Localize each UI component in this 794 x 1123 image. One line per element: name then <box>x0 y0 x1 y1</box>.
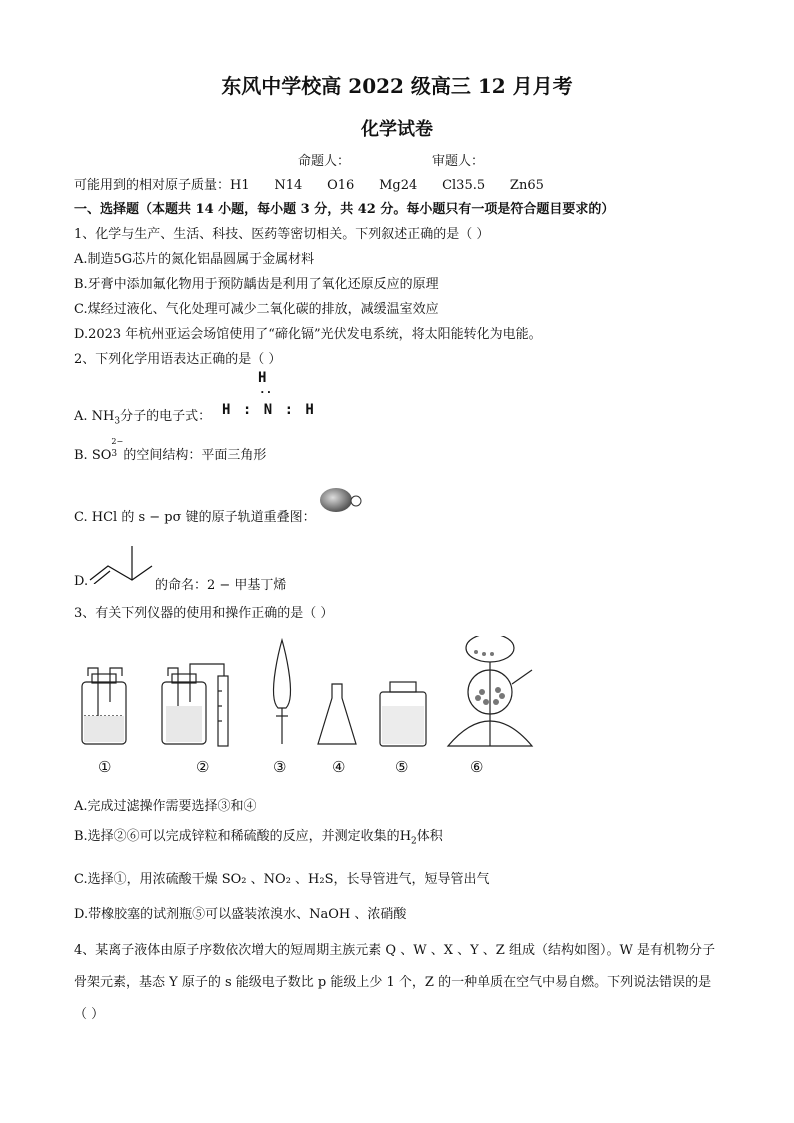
gas-washing-bottle-icon <box>82 668 126 744</box>
exam-subject: 化学试卷 <box>361 119 433 140</box>
apparatus-label-4: ④ <box>332 758 346 776</box>
q3-option-a: A.完成过滤操作需要选择③和④ <box>74 799 257 814</box>
q3-b-h: H <box>399 829 412 844</box>
q1-option-c: C.煤经过液化、气化处理可减少二氧化碳的排放，减缓温室效应 <box>74 302 439 317</box>
author-label: 命题人： <box>298 154 351 169</box>
q2-b-sub: 3 <box>111 449 118 459</box>
q3-stem: 3、有关下列仪器的使用和操作正确的是（ ） <box>74 606 334 621</box>
apparatus-label-3: ③ <box>273 758 287 776</box>
gas-bottle-with-burette-icon <box>162 664 228 746</box>
q3-b-suffix: 体积 <box>416 829 443 844</box>
q2-d-suffix: 的命名：2 − 甲基丁烯 <box>155 578 287 593</box>
separatory-funnel-icon <box>274 640 291 744</box>
q3-b-prefix: B.选择②⑥可以完成锌粒和稀硫酸的反应，并测定收集的 <box>74 829 400 844</box>
q2-b-suffix: 的空间结构：平面三角形 <box>123 448 267 463</box>
q3-option-c: C.选择①，用浓硫酸干燥 SO₂ 、NO₂ 、H₂S，长导管进气，短导管出气 <box>74 872 490 887</box>
reagent-bottle-icon <box>380 682 426 746</box>
q2-option-a <box>74 405 211 427</box>
kipp-apparatus-icon <box>448 636 532 746</box>
q2-stem: 2、下列化学用语表达正确的是（ ） <box>74 352 282 367</box>
apparatus-label-1: ① <box>98 758 112 776</box>
q1-option-a: A.制造5G芯片的氮化铝晶圆属于金属材料 <box>74 252 315 267</box>
q3-option-d: D.带橡胶塞的试剂瓶⑤可以盛装浓溴水、NaOH 、浓硝酸 <box>74 907 407 922</box>
q2-d-prefix: D. <box>74 574 89 589</box>
apparatus-label-6: ⑥ <box>470 758 484 776</box>
reviewer-label: 审题人： <box>432 154 485 169</box>
q2-a-suffix: 分子的电子式： <box>120 409 212 424</box>
exam-title: 东风中学校高 2022 级高三 12 月月考 <box>221 74 573 98</box>
q2-a-sub: 3 <box>114 416 121 427</box>
apparatus-label-5: ⑤ <box>395 758 409 776</box>
orbital-overlap-icon <box>318 486 366 516</box>
q2-a-prefix: A. NH <box>74 409 115 424</box>
skeletal-formula-icon <box>88 540 158 584</box>
q3-b-sub: 2 <box>411 836 417 847</box>
q2-b-prefix: B. SO <box>74 448 112 463</box>
q2-b-sup: 2− <box>111 437 124 446</box>
q2-option-c: C. HCl 的 s − pσ 键的原子轨道重叠图： <box>74 510 316 525</box>
q1-stem: 1、化学与生产、生活、科技、医药等密切相关。下列叙述正确的是（ ） <box>74 227 490 242</box>
nh3-top-h: H <box>258 370 267 386</box>
section-heading: 一、选择题（本题共 14 小题，每小题 3 分，共 42 分。每小题只有一项是符合题目要求的） <box>74 202 615 217</box>
q1-option-d: D.2023 年杭州亚运会场馆使用了“碲化镉”光伏发电系统，将太阳能转化为电能。 <box>74 327 542 342</box>
conical-flask-icon <box>318 684 356 744</box>
q2-option-d <box>74 574 88 589</box>
q4-stem: 4、某离子液体由原子序数依次增大的短周期主族元素 Q 、W 、X 、Y 、Z 组成（结构如图）。W 是有机物分子骨架元素，基态 Y 原子的 s 能级电子数比 p 能级上少 1 个，Z 的一种单质在空气中易自燃。下列说法错误的是（ ） <box>74 943 715 1022</box>
q3-option-b <box>74 825 443 847</box>
q1-option-b: B.牙膏中添加氟化物用于预防龋齿是利用了氧化还原反应的原理 <box>74 277 439 292</box>
atomic-masses: 可能用到的相对原子质量：H1 N14 O16 Mg24 Cl35.5 Zn65 <box>74 178 544 193</box>
apparatus-label-2: ② <box>196 758 210 776</box>
q2-option-b <box>74 437 267 463</box>
nh3-lone-pair: ·· <box>259 386 273 399</box>
nh3-main-row: H : N : H <box>222 402 316 418</box>
